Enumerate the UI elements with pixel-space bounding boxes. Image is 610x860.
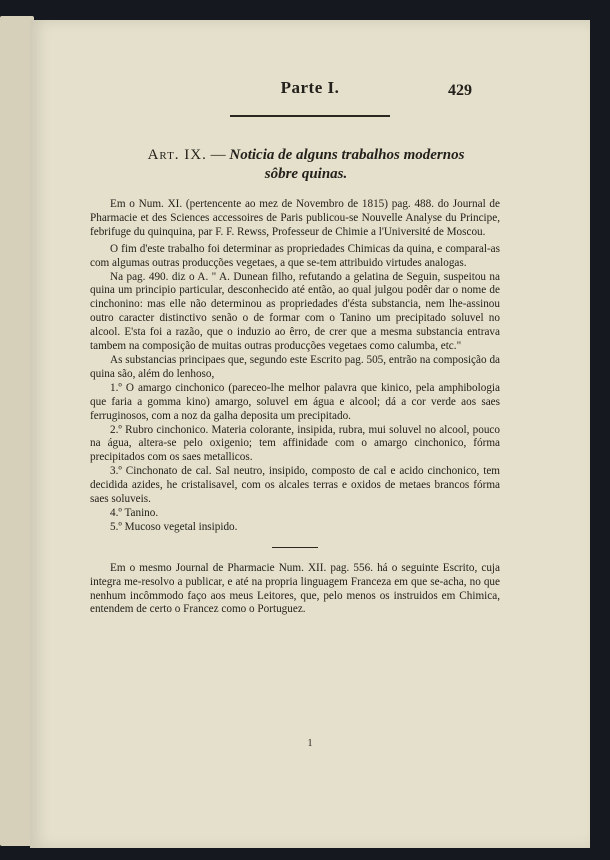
running-header: Parte I.: [280, 78, 340, 97]
article-label: Art. IX.: [147, 147, 207, 163]
section-divider: [272, 547, 318, 548]
list-item: 2.º Rubro cinchonico. Materia colorante, insipida, rubra, mui soluvel no alcool, pouco na água, altera-se pelo oxigenio; tem affinidade com o amargo cinchonico, fórma precipitados com os saes metallicos.: [90, 423, 500, 464]
signature-mark: 1: [307, 738, 313, 749]
list-item: 1.º O amargo cinchonico (pareceo-lhe melhor palavra que kinico, pela amphibologia que faria a gomma kino) amargo, soluvel em água e alcool; dá a cor verde aos saes ferruginosos, com a noz da galha deposita um precipitado.: [90, 381, 500, 422]
paragraph: Na pag. 490. diz o A. " A. Dunean filho, refutando a gelatina de Seguin, suspeitou na quina um principio particular, desconhecido até então, ao qual julgou podêr dar o nome de cinchonino: mas elle não determinou as propriedades d'ésta substancia, nem lhe-assinou outro caracter distinctivo senão o de formar com o Tanino um precipitado soluvel no alcool. E'sta foi a razão, que o induzio ao êrro, de crer que a mesma substancia entrava tambem na composição de muitas outras producções vegetaes como calumba, etc.": [90, 270, 500, 353]
book-page: [30, 20, 590, 848]
page-number: 429: [448, 82, 472, 99]
paragraph: Em o Num. XI. (pertencente ao mez de Novembro de 1815) pag. 488. do Journal de Pharmacie et des Sciences accessoires de Paris publicou-se Nouvelle Analyse du Principe, febrifuge du quinquina, par F. F. Rewss, Professeur de Chimie a l'Université de Moscou.: [90, 198, 500, 238]
paragraph: O fim d'este trabalho foi determinar as propriedades Chimicas da quina, e comparal-as com algumas outras producções vegetaes, a que se-tem attribuido virtudes analogas.: [90, 242, 500, 269]
article-title-line2: sôbre quinas.: [264, 166, 348, 182]
header-rule: [230, 115, 390, 117]
list-item: 4.º Tanino.: [110, 506, 159, 519]
paragraph: As substancias principaes que, segundo este Escrito pag. 505, entrão na composição da quina são, além do lenhoso,: [90, 353, 500, 380]
list-item: 5.º Mucoso vegetal insipido.: [110, 520, 238, 533]
closing-paragraph: Em o mesmo Journal de Pharmacie Num. XII. pag. 556. há o seguinte Escrito, cuja integra me-resolvo a publicar, e até na propria linguagem Franceza em que se-acha, no que nenhum incômmodo faço aos meus Leitores, que, pelo menos os instruidos em Chimica, entendem de certo o Francez como o Portuguez.: [90, 561, 500, 616]
list-item: 3.º Cinchonato de cal. Sal neutro, insipido, composto de cal e acido cinchonico, tem decidida azides, he cristalisavel, com os alcales terras e oxidos de metaes brancos fórma saes soluveis.: [90, 465, 500, 506]
article-body: [90, 198, 500, 617]
facing-page-edge: [0, 16, 34, 846]
article-heading: Art. IX. — Noticia de alguns trabalhos modernos sôbre quinas.: [106, 146, 506, 184]
article-title-line1: Noticia de alguns trabalhos modernos: [229, 147, 465, 163]
